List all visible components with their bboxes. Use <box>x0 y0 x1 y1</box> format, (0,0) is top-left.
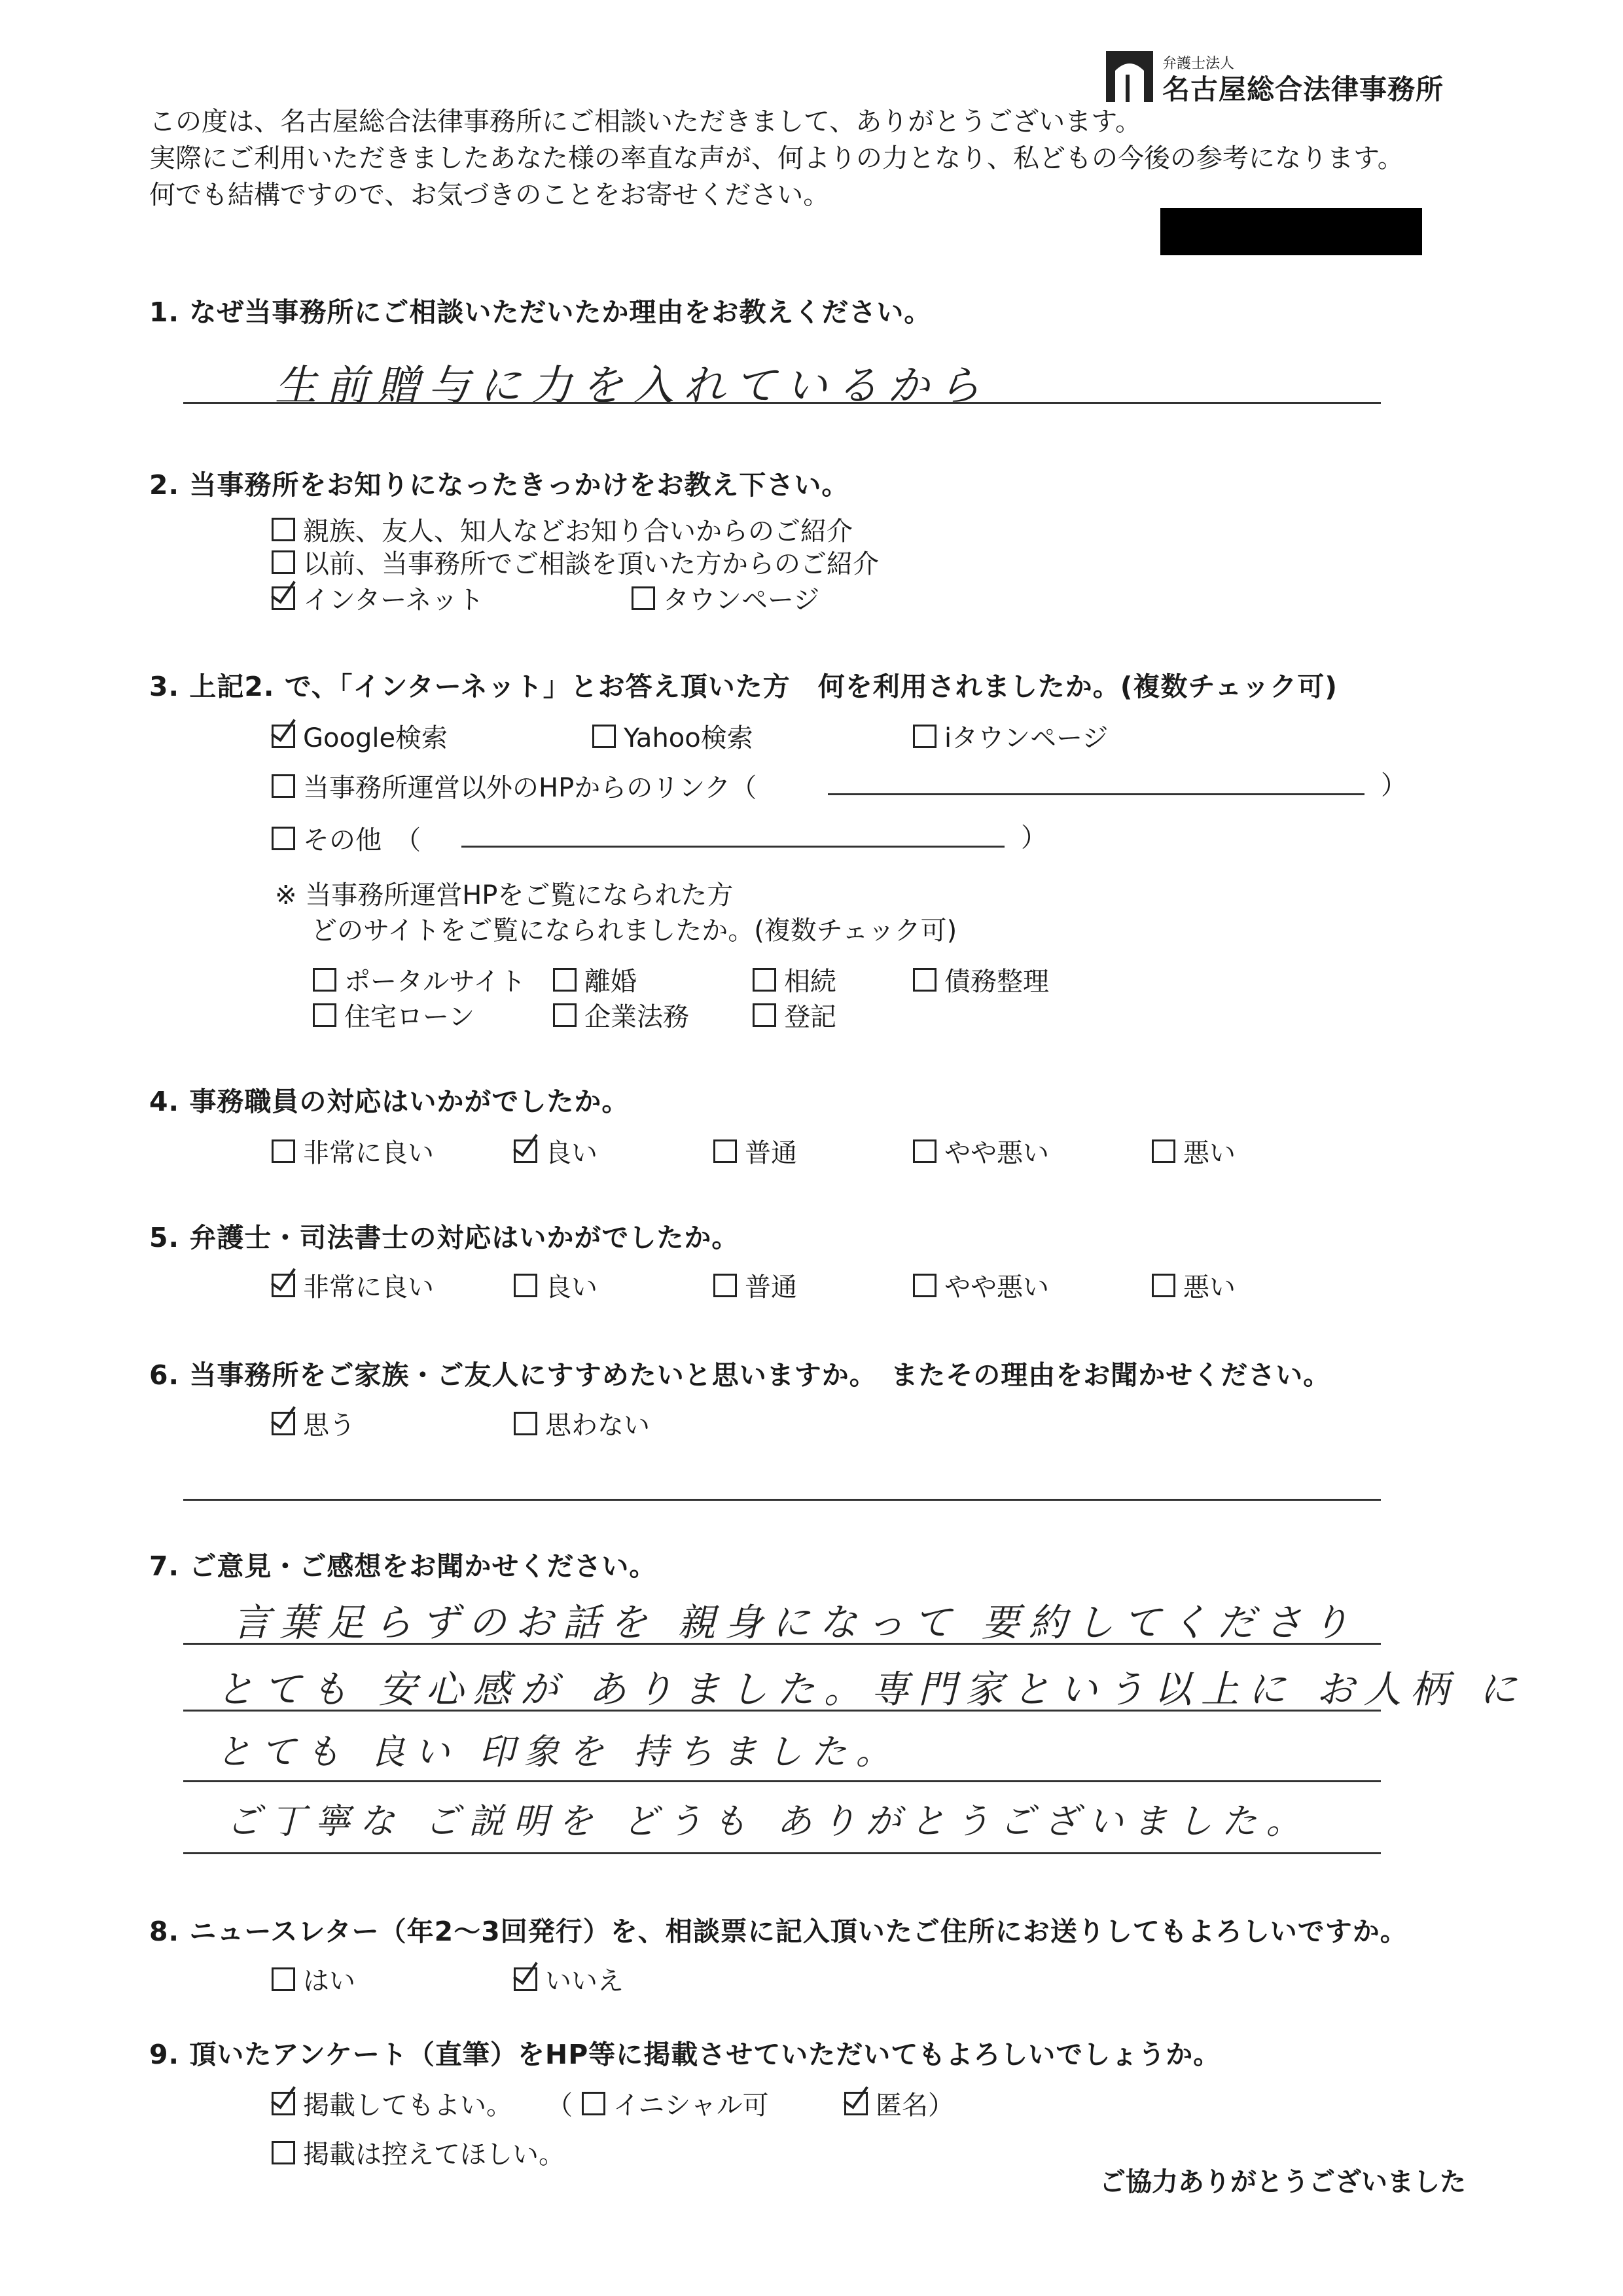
paren-open: （ <box>546 2090 573 2121</box>
q7-answer-line-2: とても 安心感が ありました。専門家という以上に お人柄 に <box>216 1667 1526 1712</box>
answer-line <box>183 1499 1381 1501</box>
question-3: 3. 上記2. で、「インターネット」とお答え頂いた方 何を利用されましたか。(複数チェック可) <box>149 671 1338 702</box>
q5-option-somewhat-bad[interactable]: やや悪い <box>913 1266 1049 1304</box>
question-2: 2. 当事務所をお知りになったきっかけをお教え下さい。 <box>149 469 849 501</box>
question-7: 7. ご意見・ご感想をお聞かせください。 <box>149 1551 657 1582</box>
answer-line <box>183 1643 1381 1645</box>
checkbox[interactable] <box>753 968 776 992</box>
q5-option-bad[interactable]: 悪い <box>1152 1266 1236 1304</box>
q3-option-other[interactable]: その他 （ <box>272 819 421 857</box>
q9-option-initial[interactable]: （ イニシャル可 <box>546 2085 769 2122</box>
question-1: 1. なぜ当事務所にご相談いただいたか理由をお教えください。 <box>149 296 932 328</box>
checkbox[interactable] <box>272 1967 295 1991</box>
q2-option-internet[interactable]: インターネット <box>272 579 484 617</box>
question-6: 6. 当事務所をご家族・ご友人にすすめたいと思いますか。 またその理由をお聞かせください。 <box>149 1359 1331 1391</box>
checkbox[interactable] <box>632 586 655 610</box>
q4-option-somewhat-bad[interactable]: やや悪い <box>913 1132 1049 1170</box>
checkbox[interactable] <box>1152 1274 1175 1297</box>
firm-logo <box>1106 46 1472 105</box>
q8-option-no[interactable]: いいえ <box>514 1960 624 1998</box>
site-option-debt[interactable]: 債務整理 <box>913 961 1049 998</box>
q5-option-normal[interactable]: 普通 <box>713 1266 797 1304</box>
q7-answer-line-1: 言葉足らずのお話を 親身になって 要約してくださり <box>232 1600 1359 1645</box>
answer-line <box>183 1710 1381 1712</box>
checkbox[interactable] <box>913 725 936 748</box>
intro-text <box>149 103 1404 213</box>
question-9: 9. 頂いたアンケート（直筆）をHP等に掲載させていただいてもよろしいでしょうか。 <box>149 2039 1221 2070</box>
checkbox[interactable] <box>582 2092 605 2115</box>
q3-option-google[interactable]: Google検索 <box>272 717 448 755</box>
q7-answer-line-4: ご丁寧な ご説明を どうも ありがとうございました。 <box>226 1801 1311 1842</box>
logo-mark-icon <box>1106 51 1153 102</box>
checkbox[interactable] <box>272 774 295 798</box>
q6-option-yes[interactable]: 思う <box>272 1405 355 1442</box>
checkbox[interactable] <box>272 550 295 574</box>
logo-subtitle: 弁護士法人 <box>1162 56 1235 72</box>
checkbox[interactable] <box>753 1003 776 1027</box>
q3-option-itownpage[interactable]: iタウンページ <box>913 717 1108 755</box>
checkbox[interactable] <box>1152 1139 1175 1163</box>
logo-name: 名古屋総合法律事務所 <box>1162 73 1444 105</box>
checkbox[interactable] <box>272 827 295 850</box>
checkbox-checked[interactable] <box>272 1274 295 1297</box>
q5-option-good[interactable]: 良い <box>514 1266 597 1304</box>
other-fill-line <box>461 846 1005 848</box>
intro-line: 何でも結構ですので、お気づきのことをお寄せください。 <box>149 180 830 210</box>
checkbox[interactable] <box>313 1003 336 1027</box>
q3-option-link[interactable]: 当事務所運営以外のHPからのリンク（ <box>272 767 757 804</box>
q9-option-refuse[interactable]: 掲載は控えてほしい。 <box>272 2134 565 2171</box>
checkbox[interactable] <box>313 968 336 992</box>
checkbox[interactable] <box>272 518 295 541</box>
checkbox[interactable] <box>514 1412 537 1435</box>
checkbox-checked[interactable] <box>272 725 295 748</box>
answer-line <box>183 1780 1381 1782</box>
site-option-corporate[interactable]: 企業法務 <box>553 996 689 1033</box>
checkbox[interactable] <box>713 1139 737 1163</box>
q2-option-past-client[interactable]: 以前、当事務所でご相談を頂いた方からのご紹介 <box>272 543 879 581</box>
checkbox[interactable] <box>713 1274 737 1297</box>
checkbox-checked[interactable] <box>514 1967 537 1991</box>
site-option-portal[interactable]: ポータルサイト <box>313 961 526 998</box>
checkbox[interactable] <box>272 2141 295 2164</box>
q2-option-acquaintance[interactable]: 親族、友人、知人などお知り合いからのご紹介 <box>272 511 853 548</box>
site-option-registration[interactable]: 登記 <box>753 996 836 1033</box>
q5-option-very-good[interactable]: 非常に良い <box>272 1266 434 1304</box>
q4-option-good[interactable]: 良い <box>514 1132 597 1170</box>
q3-note-2: どのサイトをご覧になられましたか。(複数チェック可) <box>311 916 957 946</box>
q4-option-very-good[interactable]: 非常に良い <box>272 1132 434 1170</box>
q4-option-normal[interactable]: 普通 <box>713 1132 797 1170</box>
q9-option-ok[interactable]: 掲載してもよい。 <box>272 2085 512 2122</box>
paren-close: ） <box>1381 770 1407 800</box>
checkbox-checked[interactable] <box>272 2092 295 2115</box>
intro-line: この度は、名古屋総合法律事務所にご相談いただきまして、ありがとうございます。 <box>149 107 1141 137</box>
q3-note-1: ※ 当事務所運営HPをご覧になられた方 <box>275 880 734 910</box>
checkbox-checked[interactable] <box>272 586 295 610</box>
checkbox[interactable] <box>592 725 616 748</box>
checkbox-checked[interactable] <box>844 2092 868 2115</box>
question-5: 5. 弁護士・司法書士の対応はいかがでしたか。 <box>149 1222 740 1253</box>
checkbox[interactable] <box>272 1139 295 1163</box>
q3-option-yahoo[interactable]: Yahoo検索 <box>592 717 753 755</box>
intro-line: 実際にご利用いただきましたあなた様の率直な声が、何よりの力となり、私どもの今後の参考になります。 <box>149 143 1404 173</box>
thanks-message: ご協力ありがとうございました <box>1099 2167 1466 2197</box>
q1-answer: 生前贈与に力を入れているから <box>275 362 990 410</box>
site-option-divorce[interactable]: 離婚 <box>553 961 637 998</box>
checkbox[interactable] <box>913 1139 936 1163</box>
answer-line <box>183 402 1381 404</box>
checkbox-checked[interactable] <box>272 1412 295 1435</box>
question-8: 8. ニュースレター（年2〜3回発行）を、相談票に記入頂いたご住所にお送りしてもよろしいですか。 <box>149 1916 1408 1947</box>
paren-close: ） <box>1021 823 1047 853</box>
q2-option-townpage[interactable]: タウンページ <box>632 579 819 617</box>
q4-option-bad[interactable]: 悪い <box>1152 1132 1236 1170</box>
question-4: 4. 事務職員の対応はいかがでしたか。 <box>149 1086 630 1117</box>
checkbox[interactable] <box>553 1003 577 1027</box>
checkbox[interactable] <box>514 1274 537 1297</box>
checkbox[interactable] <box>553 968 577 992</box>
q6-option-no[interactable]: 思わない <box>514 1405 650 1442</box>
site-option-inheritance[interactable]: 相続 <box>753 961 836 998</box>
q7-answer-line-3: とても 良い 印象を 持ちました。 <box>216 1731 901 1772</box>
answer-line <box>183 1852 1381 1854</box>
checkbox[interactable] <box>913 968 936 992</box>
redaction-block <box>1160 208 1422 255</box>
q8-option-yes[interactable]: はい <box>272 1960 355 1998</box>
site-option-housing-loan[interactable]: 住宅ローン <box>313 996 474 1033</box>
checkbox-checked[interactable] <box>514 1139 537 1163</box>
q9-option-anonymous[interactable]: 匿名） <box>844 2085 954 2122</box>
link-fill-line <box>828 793 1364 795</box>
checkbox[interactable] <box>913 1274 936 1297</box>
